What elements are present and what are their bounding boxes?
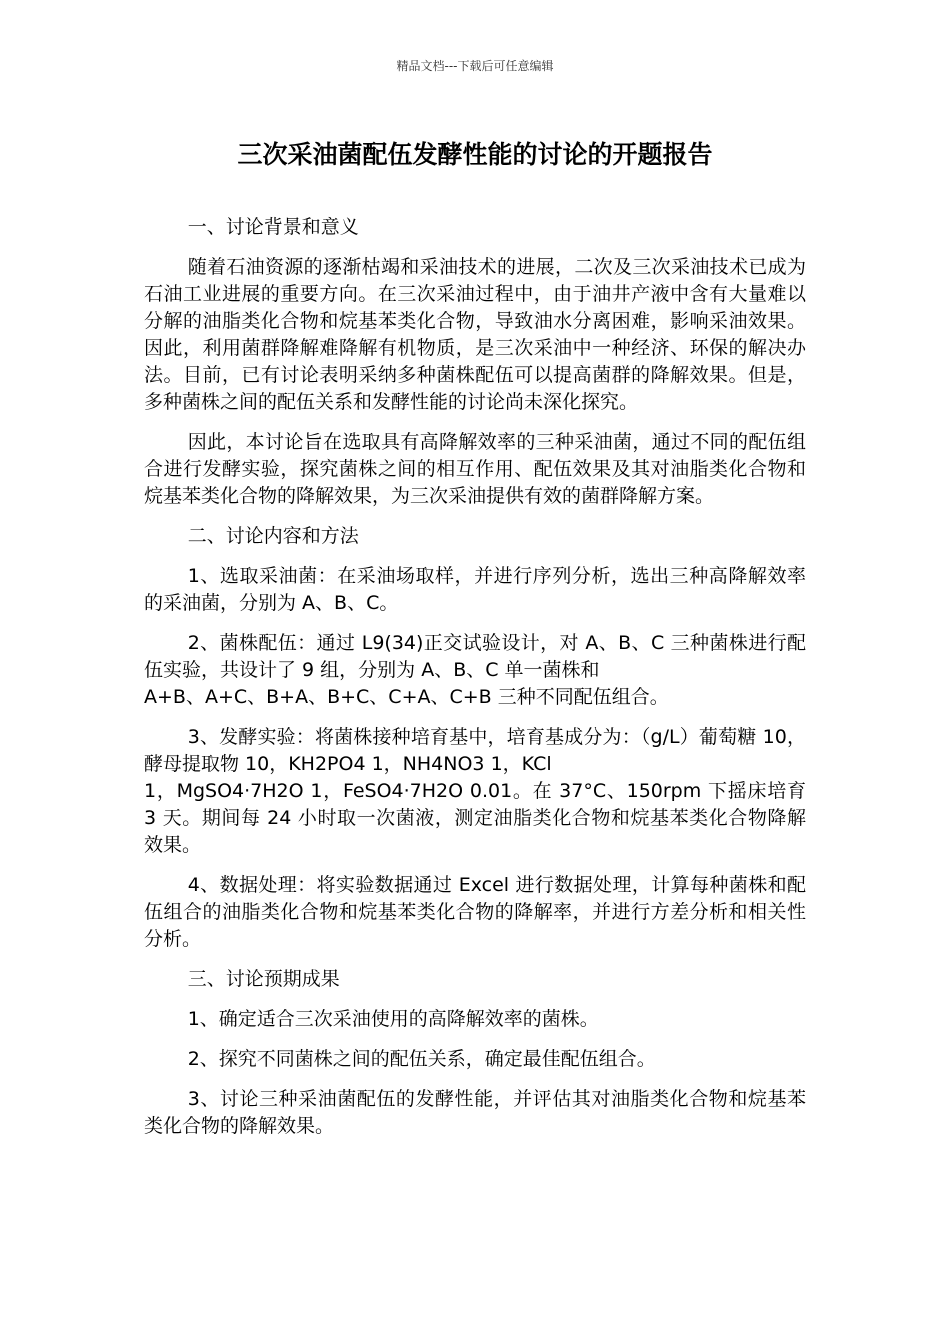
section-heading-methods: 二、讨论内容和方法: [187, 525, 359, 547]
header-note: 精品文档---下载后可任意编辑: [396, 59, 554, 73]
methods-item-3-line-1: 3、发酵实验：将菌株接种培育基中，培育基成分为：（g/L）葡萄糖 10，酵母提取物 10，KH2PO4 1，NH4NO3 1，KCl: [144, 726, 806, 775]
document-title: 三次采油菌配伍发酵性能的讨论的开题报告: [237, 140, 713, 169]
outcomes-item-3: 3、讨论三种采油菌配伍的发酵性能，并评估其对油脂类化合物和烷基苯类化合物的降解效果。: [144, 1088, 806, 1137]
methods-item-1: 1、选取采油菌：在采油场取样，并进行序列分析，选出三种高降解效率的采油菌，分别为 A、B、C。: [144, 565, 806, 614]
methods-item-4: 4、数据处理：将实验数据通过 Excel 进行数据处理，计算每种菌株和配伍组合的油脂类化合物和烷基苯类化合物的降解率，并进行方差分析和相关性分析。: [144, 874, 806, 950]
document-body: [144, 214, 806, 1153]
methods-item-2: [144, 630, 806, 711]
methods-item-2-line-2: A+B、A+C、B+A、B+C、C+A、C+B 三种不同配伍组合。: [144, 686, 669, 708]
background-paragraph-2: 因此，本讨论旨在选取具有高降解效率的三种采油菌，通过不同的配伍组合进行发酵实验，探究菌株之间的相互作用、配伍效果及其对油脂类化合物和烷基苯类化合物的降解效果，为三次采油提供有效的菌群降解方案。: [144, 431, 806, 507]
methods-item-3-line-2: 1，MgSO4·7H2O 1，FeSO4·7H2O 0.01。在 37°C、150rpm 下摇床培育 3 天。期间每 24 小时取一次菌液，测定油脂类化合物和烷基苯类化合物降解效果。: [144, 780, 806, 856]
section-heading-background: 一、讨论背景和意义: [187, 216, 359, 238]
section-heading-outcomes: 三、讨论预期成果: [187, 968, 340, 990]
background-paragraph-1: 随着石油资源的逐渐枯竭和采油技术的进展，二次及三次采油技术已成为石油工业进展的重要方向。在三次采油过程中，由于油井产液中含有大量难以分解的油脂类化合物和烷基苯类化合物，导致油水分离困难，影响采油效果。因此，利用菌群降解难降解有机物质，是三次采油中一种经济、环保的解决办法。目前，已有讨论表明采纳多种菌株配伍可以提高菌群的降解效果。但是，多种菌株之间的配伍关系和发酵性能的讨论尚未深化探究。: [144, 256, 806, 413]
outcomes-item-2: 2、探究不同菌株之间的配伍关系，确定最佳配伍组合。: [187, 1048, 656, 1070]
methods-item-3: [144, 724, 806, 859]
methods-item-2-line-1: 2、菌株配伍：通过 L9(34)正交试验设计，对 A、B、C 三种菌株进行配伍实验，共设计了 9 组，分别为 A、B、C 单一菌株和: [144, 632, 806, 681]
outcomes-item-1: 1、确定适合三次采油使用的高降解效率的菌株。: [187, 1008, 599, 1030]
